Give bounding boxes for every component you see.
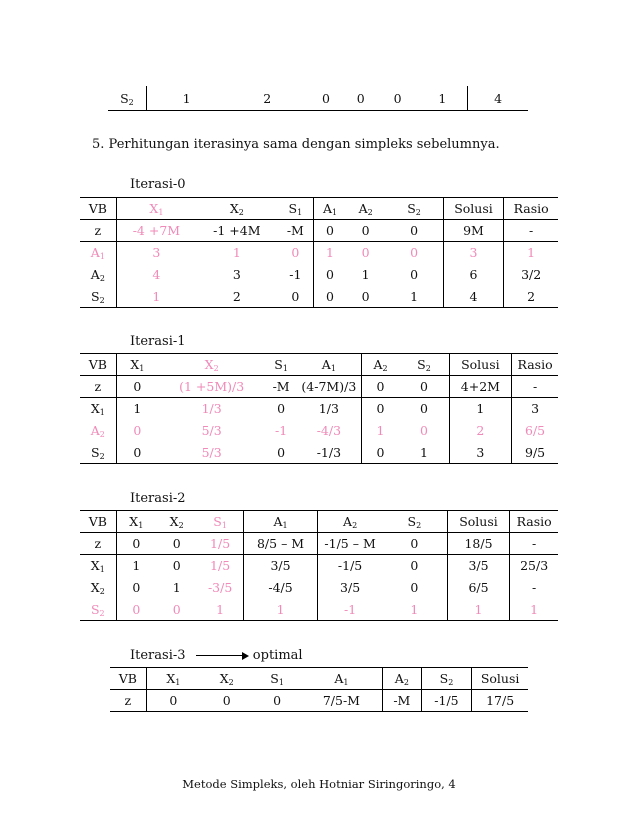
table-cell: 0 (399, 376, 449, 398)
table-row (80, 599, 558, 621)
header-cell: VB (80, 511, 116, 533)
table-cell: 0 (314, 264, 346, 286)
table-row (80, 264, 558, 286)
table-cell: 0 (200, 690, 253, 712)
table-cell: -4/5 (243, 577, 317, 599)
table-cell: 0 (346, 220, 386, 242)
table-cell: 2 (449, 420, 512, 442)
table-cell: - (532, 580, 537, 595)
header-cell: S1 (197, 511, 243, 533)
table-cell: 0 (116, 376, 158, 398)
vb-cell: z (80, 376, 116, 398)
iteration-1-table (80, 353, 558, 464)
header-cell: S1 (265, 354, 297, 376)
header-cell: A1 (301, 668, 383, 690)
table-cell: (4-7M)/3 (297, 376, 361, 398)
page-footer: Metode Simpleks, oleh Hotniar Siringoringo, 4 (182, 777, 456, 791)
table-cell: 0 (314, 220, 346, 242)
iteration-0-table (80, 197, 558, 308)
vb-cell: X1 (80, 555, 116, 577)
table-row (80, 398, 558, 420)
table-cell: 1 (216, 601, 225, 617)
table-cell: 2 (263, 90, 272, 106)
table-cell: 18/5 (447, 533, 509, 555)
header-cell: A1 (243, 511, 317, 533)
table-row (80, 555, 558, 577)
table-cell: 1 (410, 601, 419, 617)
table-cell: 1 (410, 288, 419, 304)
table-cell: 1 (361, 267, 370, 282)
table-cell: 0 (314, 286, 346, 308)
table-cell: 6/5 (525, 423, 546, 438)
header-cell: S2 (382, 511, 447, 533)
table-cell: 0 (356, 90, 365, 106)
table-cell: 1 (243, 599, 317, 621)
table-cell: 3/5 (243, 555, 317, 577)
table-cell: 4 (152, 267, 161, 282)
table-cell: -M (265, 376, 297, 398)
table-cell: 6 (443, 264, 504, 286)
table-cell: 4 (443, 286, 504, 308)
table-cell: 1 (417, 86, 467, 111)
table-cell: 0 (321, 90, 330, 106)
table-cell: 7/5-M (301, 690, 383, 712)
table-cell: 0 (410, 580, 419, 595)
table-row (80, 242, 558, 264)
table-cell: 0 (361, 376, 399, 398)
header-cell: A1 (314, 198, 346, 220)
table-cell: 1 (182, 90, 191, 106)
header-cell: VB (80, 198, 116, 220)
table-cell: -1/5 – M (318, 533, 382, 555)
header-cell: X2 (158, 354, 265, 376)
table-cell: -1 +4M (196, 220, 277, 242)
table-cell: -1/5 (421, 690, 472, 712)
header-cell: X2 (200, 668, 253, 690)
table-cell: 0 (382, 533, 447, 555)
table-cell: 0 (291, 288, 300, 304)
table-cell: 1/5 (197, 533, 243, 555)
table-cell: -1 (289, 267, 302, 282)
table-cell: 8/5 – M (243, 533, 317, 555)
table-row (80, 376, 558, 398)
table-cell: 1 (449, 398, 512, 420)
table-cell: 1 (361, 420, 399, 442)
vb-cell: X2 (80, 577, 116, 599)
table-cell: 0 (419, 401, 428, 417)
table-cell: 0 (291, 245, 300, 261)
table-row (80, 442, 558, 464)
table-cell: 25/3 (520, 558, 549, 574)
table-cell: 1 (152, 288, 161, 304)
table-cell: 0 (132, 580, 141, 595)
table-cell: 3/5 (318, 577, 382, 599)
header-cell: A2 (318, 511, 382, 533)
vb-cell: A2 (80, 264, 116, 286)
table-cell: 0 (133, 423, 142, 438)
table-cell: 5/3 (201, 423, 222, 438)
header-cell: VB (110, 668, 146, 690)
table-cell: 0 (172, 601, 181, 617)
table-cell: 2 (527, 288, 536, 304)
table-cell: 0 (156, 533, 197, 555)
table-cell: -4/3 (316, 423, 342, 438)
table-cell: 0 (393, 90, 402, 106)
table-row (80, 286, 558, 308)
table-cell: 1 (133, 401, 142, 417)
table-cell: 1/3 (201, 401, 222, 417)
table-row (80, 577, 558, 599)
table-row (110, 690, 528, 712)
table-cell: 3 (232, 267, 241, 282)
table-cell: 3/5 (447, 555, 509, 577)
header-cell: X2 (156, 511, 197, 533)
header-cell: Rasio (504, 198, 558, 220)
table-row (80, 533, 558, 555)
vb-cell: X1 (80, 398, 116, 420)
table-cell: 0 (410, 245, 419, 261)
table-cell: -3/5 (207, 580, 233, 595)
header-cell: S2 (385, 198, 443, 220)
table-cell: 0 (385, 220, 443, 242)
iteration-2-title: Iterasi-2 (130, 491, 186, 506)
table-cell: 0 (146, 690, 200, 712)
header-cell: X1 (116, 511, 156, 533)
header-cell: Solusi (449, 354, 512, 376)
table-cell: 6/5 (447, 577, 509, 599)
header-cell: S2 (399, 354, 449, 376)
header-cell: X1 (146, 668, 200, 690)
table-cell: 0 (361, 398, 399, 420)
header-cell: A1 (297, 354, 361, 376)
table-cell: 1 (172, 580, 181, 595)
table-cell: -4 +7M (116, 220, 196, 242)
table-cell: -1 (318, 599, 382, 621)
header-row (80, 198, 558, 220)
previous-table-fragment (108, 86, 528, 111)
table-cell: 9M (443, 220, 504, 242)
vb-cell: z (110, 690, 146, 712)
table-cell: -1 (275, 423, 288, 438)
header-cell: Rasio (512, 354, 558, 376)
header-cell: VB (80, 354, 116, 376)
table-cell: 0 (133, 444, 142, 460)
table-cell: -1/5 (318, 555, 382, 577)
table-cell: 1 (530, 601, 539, 617)
table-cell: 3 (531, 401, 540, 417)
iteration-2-table (80, 510, 558, 621)
table-cell: 17/5 (472, 690, 528, 712)
vb-cell: A2 (80, 420, 116, 442)
table-cell: 0 (419, 423, 428, 438)
arrow-right-icon (196, 648, 249, 663)
table-cell: 1 (132, 558, 141, 574)
table-cell: 3 (152, 245, 161, 261)
table-cell: 1/5 (210, 558, 231, 574)
table-cell: 1 (232, 245, 241, 261)
header-cell: Solusi (472, 668, 528, 690)
table-cell: -M (278, 220, 314, 242)
vb-cell: A1 (80, 242, 116, 264)
header-cell: Solusi (447, 511, 509, 533)
vb-cell: S2 (80, 286, 116, 308)
table-cell: 0 (410, 267, 419, 282)
iteration-3-table (110, 667, 528, 712)
table-cell: 5/3 (201, 444, 222, 460)
header-cell: Solusi (443, 198, 504, 220)
table-row (80, 220, 558, 242)
iteration-0-title: Iterasi-0 (130, 177, 186, 192)
table-cell: 0 (361, 442, 399, 464)
optimal-label: optimal (252, 648, 303, 663)
table-cell: 0 (277, 444, 286, 460)
iteration-3-title: Iterasi-3 (130, 648, 186, 663)
iteration-3-title-row (130, 648, 303, 663)
point-5-text: 5. Perhitungan iterasinya sama dengan simpleks sebelumnya. (92, 137, 500, 152)
table-cell: 3 (449, 442, 512, 464)
table-cell: 1 (419, 444, 428, 460)
table-cell: 0 (361, 288, 370, 304)
table-cell: - (504, 220, 558, 242)
table-cell: 0 (116, 533, 156, 555)
vb-cell: z (80, 220, 116, 242)
table-cell: 2 (232, 288, 241, 304)
header-cell: X1 (116, 354, 158, 376)
table-cell: 0 (172, 558, 181, 574)
table-cell: 4+2M (449, 376, 512, 398)
table-cell: 9/5 (525, 444, 546, 460)
header-cell: S1 (278, 198, 314, 220)
table-cell: 1/3 (318, 401, 339, 417)
header-row (80, 354, 558, 376)
header-row (80, 511, 558, 533)
header-cell: S2 (421, 668, 472, 690)
vb-cell: z (80, 533, 116, 555)
table-cell: 4 (494, 90, 503, 106)
table-cell: 1 (447, 599, 509, 621)
iteration-1-title: Iterasi-1 (130, 334, 186, 349)
header-cell: X2 (196, 198, 277, 220)
header-cell: A2 (383, 668, 422, 690)
table-cell: 0 (277, 401, 286, 417)
vb-cell: S2 (108, 86, 146, 111)
table-cell: - (512, 376, 558, 398)
header-cell: Rasio (510, 511, 558, 533)
table-cell: (1 +5M)/3 (158, 376, 265, 398)
table-cell: 0 (410, 558, 419, 574)
table-row (108, 86, 528, 111)
table-cell: 3 (443, 242, 504, 264)
header-cell: X1 (116, 198, 196, 220)
table-cell: -M (383, 690, 422, 712)
header-cell: A2 (361, 354, 399, 376)
header-cell: S1 (253, 668, 300, 690)
table-cell: 0 (253, 690, 300, 712)
table-cell: 1 (314, 242, 346, 264)
table-cell: - (510, 533, 558, 555)
table-cell: 0 (361, 245, 370, 261)
table-row (80, 420, 558, 442)
vb-cell: S2 (80, 599, 116, 621)
header-cell: A2 (346, 198, 386, 220)
header-row (110, 668, 528, 690)
table-cell: 1 (527, 245, 536, 261)
table-cell: 3/2 (521, 267, 542, 282)
vb-cell: S2 (80, 442, 116, 464)
table-cell: -1/3 (316, 444, 342, 460)
table-cell: 0 (132, 601, 141, 617)
